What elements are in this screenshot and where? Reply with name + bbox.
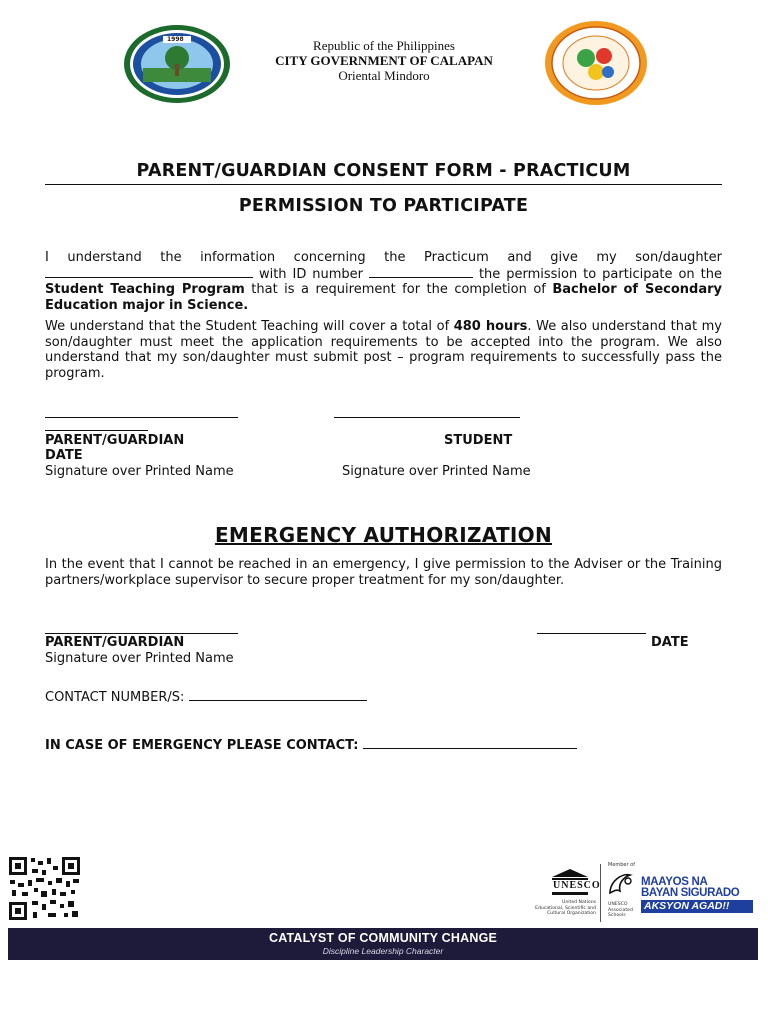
parent-printed-name-2: Signature over Printed Name xyxy=(45,651,234,666)
date-line-1[interactable] xyxy=(45,430,148,431)
id-number-blank[interactable] xyxy=(369,266,473,278)
aso-caption xyxy=(608,902,633,919)
emergency-paragraph: In the event that I cannot be reached in an emergency, I give permission to the Adviser or the Training partners/workplace supervisor to secure proper treatment for my son/daughter. xyxy=(45,557,722,588)
contact-number-row xyxy=(45,689,367,705)
student-name-blank[interactable] xyxy=(45,266,253,278)
parent-signature-line[interactable] xyxy=(45,417,238,418)
student-printed-name: Signature over Printed Name xyxy=(342,464,531,479)
qr-code-icon xyxy=(8,856,81,921)
consent-paragraph xyxy=(45,250,722,313)
emergency-contact-label: IN CASE OF EMERGENCY PLEASE CONTACT: xyxy=(45,738,359,753)
aso-caption-line-3: Schools xyxy=(608,913,626,919)
slogan-line-2: BAYAN SIGURADO xyxy=(641,887,740,899)
aso-swirl-icon xyxy=(606,869,634,897)
parent-signature-line-2[interactable] xyxy=(45,633,238,634)
consent-text-4: the xyxy=(700,266,722,282)
parent-label-1: PARENT/GUARDIAN xyxy=(45,433,185,448)
date-label-1: DATE xyxy=(45,448,83,463)
form-subtitle: PERMISSION TO PARTICIPATE xyxy=(238,196,529,216)
parent-label-2: PARENT/GUARDIAN xyxy=(45,635,185,650)
contact-number-label: CONTACT NUMBER/S: xyxy=(45,690,185,705)
unesco-caption-line-3: Cultural Organization xyxy=(547,911,596,917)
unesco-caption-line-2: Educational, Scientific and xyxy=(535,905,596,911)
hours-paragraph xyxy=(45,319,722,381)
band-title: CATALYST OF COMMUNITY CHANGE xyxy=(268,931,498,945)
unesco-caption-line-1: United Nations xyxy=(562,900,596,905)
contact-number-blank[interactable] xyxy=(189,689,367,701)
degree-name: Bachelor of Secondary Education major in Science. xyxy=(45,282,722,313)
slogan-line-3: AKSYON AGAD!! xyxy=(641,900,753,913)
consent-text-2: with ID number xyxy=(258,266,364,282)
emergency-contact-blank[interactable] xyxy=(363,737,577,749)
unesco-logo-text: UNESCO xyxy=(553,880,601,891)
date-label-2: DATE xyxy=(651,635,689,650)
slogan-logo xyxy=(641,876,755,914)
footer-divider xyxy=(600,864,601,922)
form-title: PARENT/GUARDIAN CONSENT FORM - PRACTICUM xyxy=(136,161,631,181)
date-line-2[interactable] xyxy=(537,633,646,634)
unesco-caption xyxy=(524,900,596,917)
consent-text-1: I understand the information concerning the Practicum and give my son/daughter xyxy=(45,250,722,265)
hours-text-2: . We also understand that my son/daughter must meet the application requirements to be accepted into the program. We also understand that my son/daughter must submit post – program requirements to successfully pass the program. xyxy=(45,319,722,381)
footer-band xyxy=(8,928,758,960)
hours-text-1: We understand that the Student Teaching will cover a total of xyxy=(45,319,450,334)
header-city-government: CITY GOVERNMENT OF CALAPAN xyxy=(275,53,493,68)
student-signature-line[interactable] xyxy=(334,417,520,418)
aso-caption-line-2: Associated xyxy=(608,907,633,913)
emergency-title: EMERGENCY AUTHORIZATION xyxy=(214,523,553,547)
slogan-line-1: MAAYOS NA xyxy=(641,876,708,888)
band-subtitle: Discipline Leadership Character xyxy=(322,946,444,956)
college-seal-logo xyxy=(544,20,648,106)
member-of-label: Member of xyxy=(608,862,635,868)
header-republic: Republic of the Philippines xyxy=(313,38,455,53)
consent-text-3: the permission to participate on xyxy=(478,266,695,282)
aso-caption-line-1: UNESCO xyxy=(608,902,628,907)
consent-text-5: that is a requirement for the completion of xyxy=(251,282,546,297)
emergency-contact-row xyxy=(45,737,577,753)
unesco-temple-icon xyxy=(550,868,601,896)
program-name: Student Teaching Program xyxy=(45,282,245,297)
title-rule xyxy=(45,184,722,185)
parent-printed-name-1: Signature over Printed Name xyxy=(45,464,234,479)
city-seal-year: 1998 xyxy=(167,36,184,43)
student-label: STUDENT xyxy=(444,433,513,448)
total-hours: 480 hours xyxy=(453,319,528,334)
header-province: Oriental Mindoro xyxy=(338,68,430,83)
city-seal-logo xyxy=(123,24,231,104)
